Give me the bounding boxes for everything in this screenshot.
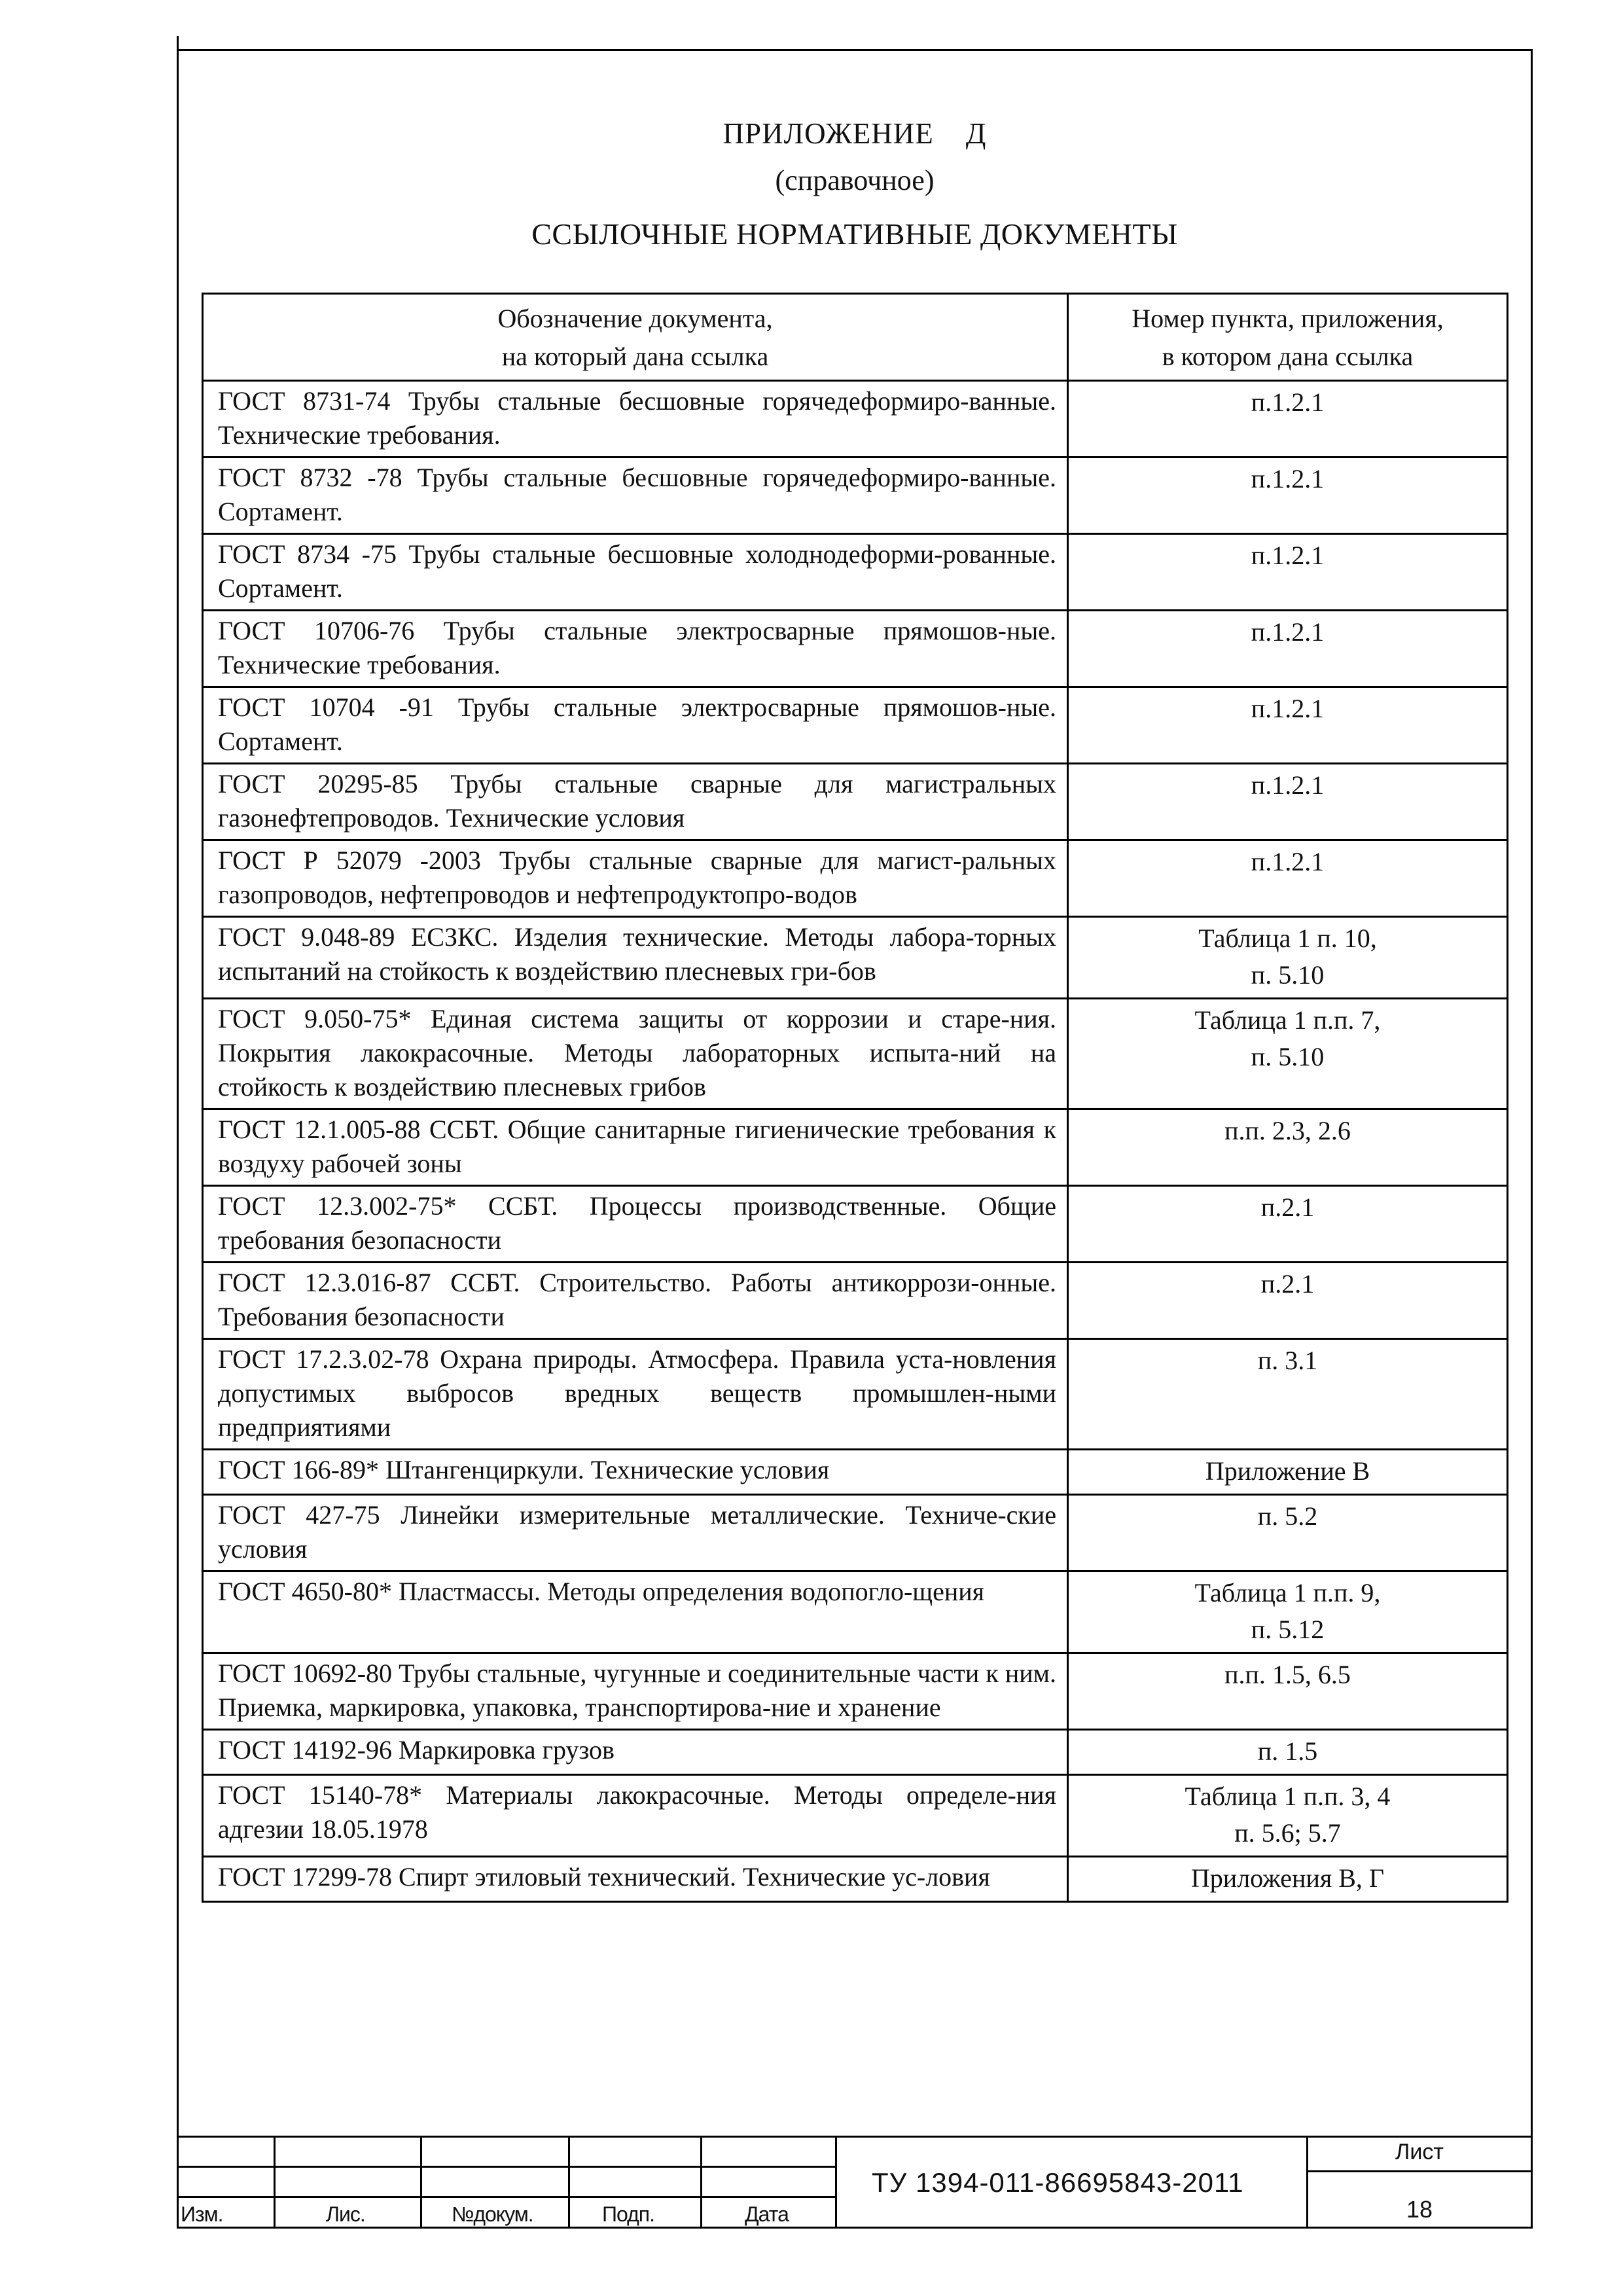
reference-clause: п.2.1 xyxy=(1068,1263,1508,1339)
table-header-row xyxy=(203,294,1508,381)
referenced-document: ГОСТ 10692-80 Трубы стальные, чугунные и соединительные части к ним. Приемка, маркировка, упаковка, транспортирова-ние и хранение xyxy=(203,1653,1068,1730)
reference-clause: п.1.2.1 xyxy=(1068,381,1508,457)
appendix-title: ПРИЛОЖЕНИЕ Д xyxy=(722,117,987,150)
referenced-document: ГОСТ 10706-76 Трубы стальные электросварные прямошов-ные. Технические требования. xyxy=(203,611,1068,687)
stamp-izm: Изм. xyxy=(181,2202,223,2226)
referenced-document: ГОСТ 17299-78 Спирт этиловый технический. Технические ус-ловия xyxy=(203,1857,1068,1902)
referenced-document: ГОСТ 166-89* Штангенциркули. Технические условия xyxy=(203,1450,1068,1495)
reference-clause: п. 5.2 xyxy=(1068,1495,1508,1571)
stamp-vline-3 xyxy=(568,2136,570,2229)
table-row xyxy=(203,917,1508,999)
stamp-vline-5 xyxy=(835,2136,837,2229)
appendix-kind: (справочное) xyxy=(775,164,935,196)
table-row xyxy=(203,381,1508,457)
stamp-podp: Подп. xyxy=(602,2202,654,2226)
referenced-document: ГОСТ 12.1.005-88 ССБТ. Общие санитарные гигиенические требования к воздуху рабочей зоны xyxy=(203,1109,1068,1186)
header-doc xyxy=(203,294,1068,381)
reference-clause: п.1.2.1 xyxy=(1068,611,1508,687)
referenced-document: ГОСТ Р 52079 -2003 Трубы стальные сварные для магист-ральных газопроводов, нефтепроводов и нефтепродуктопро-водов xyxy=(203,840,1068,917)
referenced-document: ГОСТ 15140-78* Материалы лакокрасочные. Методы определе-ния адгезии 18.05.1978 xyxy=(203,1775,1068,1857)
referenced-document: ГОСТ 9.050-75* Единая система защиты от коррозии и старе-ния. Покрытия лакокрасочные. Методы лабораторных испыта-ний на стойкость к воздействию плесневых грибов xyxy=(203,999,1068,1109)
reference-clause: Таблица 1 п. 10, п. 5.10 xyxy=(1068,917,1508,999)
reference-clause: п.1.2.1 xyxy=(1068,840,1508,917)
referenced-document: ГОСТ 10704 -91 Трубы стальные электросварные прямошов-ные. Сортамент. xyxy=(203,687,1068,764)
table-row xyxy=(203,1571,1508,1653)
table-row xyxy=(203,999,1508,1109)
stamp-top-line xyxy=(177,2136,1533,2138)
referenced-document: ГОСТ 12.3.002-75* ССБТ. Процессы производственные. Общие требования безопасности xyxy=(203,1186,1068,1263)
reference-clause: п. 1.5 xyxy=(1068,1730,1508,1775)
referenced-document: ГОСТ 9.048-89 ЕСЗКС. Изделия технические. Методы лабора-торных испытаний на стойкость к воздействию плесневых гри-бов xyxy=(203,917,1068,999)
table-row xyxy=(203,1857,1508,1902)
table-row xyxy=(203,611,1508,687)
reference-clause: п. 3.1 xyxy=(1068,1339,1508,1450)
table-row xyxy=(203,840,1508,917)
referenced-document: ГОСТ 8734 -75 Трубы стальные бесшовные холоднодеформи-рованные. Сортамент. xyxy=(203,534,1068,611)
stamp-ndokum: №докум. xyxy=(452,2202,533,2226)
referenced-document: ГОСТ 20295-85 Трубы стальные сварные для магистральных газонефтепроводов. Технические условия xyxy=(203,764,1068,840)
reference-clause: Приложение В xyxy=(1068,1450,1508,1495)
table-row xyxy=(203,687,1508,764)
referenced-document: ГОСТ 14192-96 Маркировка грузов xyxy=(203,1730,1068,1775)
stamp-vline-4 xyxy=(700,2136,702,2229)
reference-clause: п.1.2.1 xyxy=(1068,534,1508,611)
table-row xyxy=(203,1339,1508,1450)
stamp-vline-2 xyxy=(420,2136,422,2229)
table-row xyxy=(203,1186,1508,1263)
table-row xyxy=(203,1109,1508,1186)
header-doc-line2: на который дана ссылка xyxy=(501,342,769,371)
table-body xyxy=(203,381,1508,1902)
header-ref-line2: в котором дана ссылка xyxy=(1162,342,1414,371)
table-row xyxy=(203,534,1508,611)
header-ref xyxy=(1068,294,1508,381)
table-row xyxy=(203,764,1508,840)
document-title: ССЫЛОЧНЫЕ НОРМАТИВНЫЕ ДОКУМЕНТЫ xyxy=(531,217,1178,251)
reference-clause: Таблица 1 п.п. 3, 4 п. 5.6; 5.7 xyxy=(1068,1775,1508,1857)
header-ref-line1: Номер пункта, приложения, xyxy=(1132,304,1444,333)
heading-block xyxy=(177,111,1533,251)
table-row xyxy=(203,457,1508,534)
reference-clause: п.1.2.1 xyxy=(1068,764,1508,840)
sheet-number: 18 xyxy=(1406,2196,1433,2223)
table-row xyxy=(203,1653,1508,1730)
referenced-document: ГОСТ 17.2.3.02-78 Охрана природы. Атмосфера. Правила уста-новления допустимых выбросов вредных веществ промышлен-ными предприятиями xyxy=(203,1339,1068,1450)
referenced-document: ГОСТ 8732 -78 Трубы стальные бесшовные горячедеформиро-ванные. Сортамент. xyxy=(203,457,1068,534)
reference-clause: п.1.2.1 xyxy=(1068,687,1508,764)
title-block xyxy=(177,2136,1533,2229)
table-row xyxy=(203,1775,1508,1857)
stamp-lis: Лис. xyxy=(326,2202,365,2226)
reference-clause: Таблица 1 п.п. 9, п. 5.12 xyxy=(1068,1571,1508,1653)
reference-clause: Приложения В, Г xyxy=(1068,1857,1508,1902)
table-row xyxy=(203,1495,1508,1571)
reference-clause: п.2.1 xyxy=(1068,1186,1508,1263)
document-code: ТУ 1394-011-86695843-2011 xyxy=(872,2167,1244,2198)
references-table xyxy=(202,293,1508,1903)
table-row xyxy=(203,1450,1508,1495)
reference-clause: п.1.2.1 xyxy=(1068,457,1508,534)
referenced-document: ГОСТ 4650-80* Пластмассы. Методы определения водопогло-щения xyxy=(203,1571,1068,1653)
stamp-vline-1 xyxy=(274,2136,276,2229)
table-row xyxy=(203,1730,1508,1775)
stamp-data: Дата xyxy=(745,2202,789,2226)
stamp-sheet-line xyxy=(1306,2170,1533,2172)
referenced-document: ГОСТ 8731-74 Трубы стальные бесшовные горячедеформиро-ванные. Технические требования. xyxy=(203,381,1068,457)
reference-clause: Таблица 1 п.п. 7, п. 5.10 xyxy=(1068,999,1508,1109)
referenced-document: ГОСТ 12.3.016-87 ССБТ. Строительство. Работы антикоррози-онные. Требования безопасности xyxy=(203,1263,1068,1339)
reference-clause: п.п. 1.5, 6.5 xyxy=(1068,1653,1508,1730)
table-row xyxy=(203,1263,1508,1339)
referenced-document: ГОСТ 427-75 Линейки измерительные металлические. Техниче-ские условия xyxy=(203,1495,1068,1571)
header-doc-line1: Обозначение документа, xyxy=(497,304,773,333)
reference-clause: п.п. 2.3, 2.6 xyxy=(1068,1109,1508,1186)
sheet-label: Лист xyxy=(1395,2140,1444,2164)
